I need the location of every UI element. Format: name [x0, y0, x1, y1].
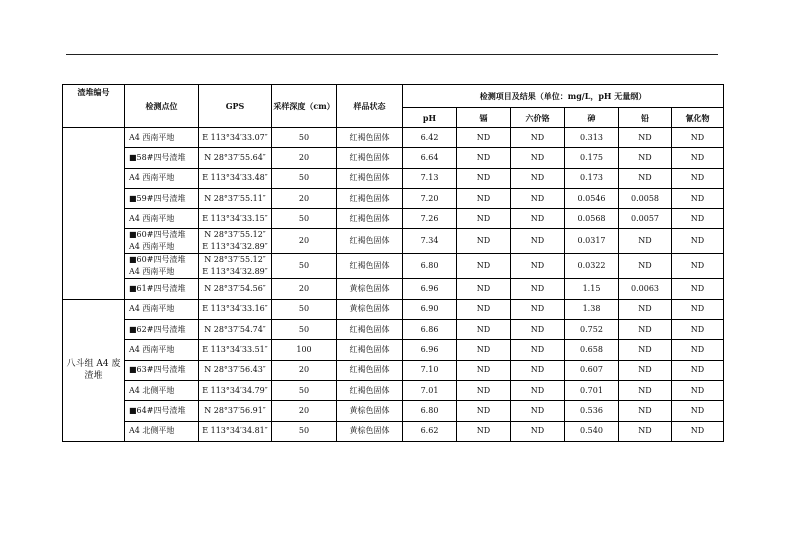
point-line: ■64#四号渣堆	[129, 405, 186, 415]
ph-value: 7.34	[403, 229, 457, 254]
point-line: A4 西南平地	[129, 304, 175, 314]
lead-value: ND	[619, 320, 672, 340]
cyanide-value: ND	[672, 128, 724, 148]
cadmium-value: ND	[457, 340, 511, 360]
gps-line: E 113°34′34.81″	[202, 426, 268, 436]
arsenic-value: 0.173	[565, 168, 619, 188]
ph-value: 6.96	[403, 279, 457, 299]
cyanide-value: ND	[672, 340, 724, 360]
table-row	[63, 229, 724, 254]
sample-state-cell: 红褐色固体	[337, 320, 403, 340]
gps-cell	[199, 209, 272, 229]
arsenic-value: 0.0546	[565, 188, 619, 208]
gps-line: E 113°34′32.89″	[202, 242, 268, 252]
depth-cell: 50	[272, 168, 337, 188]
point-line: A4 西南平地	[129, 345, 175, 355]
ph-value: 7.20	[403, 188, 457, 208]
cyanide-value: ND	[672, 209, 724, 229]
table-row	[63, 188, 724, 208]
point-cell	[125, 279, 199, 299]
point-line: ■62#四号渣堆	[129, 324, 186, 334]
lead-value: 0.0063	[619, 279, 672, 299]
depth-cell: 20	[272, 148, 337, 168]
cadmium-value: ND	[457, 360, 511, 380]
hexavalent-chromium-value: ND	[511, 380, 565, 400]
sample-state-cell: 黄棕色固体	[337, 299, 403, 319]
sample-state-cell: 黄棕色固体	[337, 421, 403, 441]
arsenic-value: 1.38	[565, 299, 619, 319]
sample-state-cell: 红褐色固体	[337, 128, 403, 148]
table-row	[63, 209, 724, 229]
gps-line: N 28°37′55.11″	[204, 193, 266, 203]
cadmium-value: ND	[457, 380, 511, 400]
sample-state-cell: 红褐色固体	[337, 229, 403, 254]
depth-cell: 20	[272, 279, 337, 299]
point-cell	[125, 320, 199, 340]
lead-value: ND	[619, 380, 672, 400]
gps-line: E 113°34′33.15″	[202, 213, 268, 223]
cyanide-value: ND	[672, 360, 724, 380]
hexavalent-chromium-value: ND	[511, 128, 565, 148]
hexavalent-chromium-value: ND	[511, 340, 565, 360]
ph-value: 6.62	[403, 421, 457, 441]
lead-value: ND	[619, 299, 672, 319]
group-label: 八斗组 A4 废渣堆	[63, 299, 125, 441]
depth-cell: 50	[272, 209, 337, 229]
lead-value: ND	[619, 229, 672, 254]
cadmium-value: ND	[457, 421, 511, 441]
hexavalent-chromium-value: ND	[511, 148, 565, 168]
header-cyanide: 氰化物	[672, 108, 724, 128]
cadmium-value: ND	[457, 299, 511, 319]
arsenic-value: 0.313	[565, 128, 619, 148]
header-sample-state: 样品状态	[337, 85, 403, 128]
cadmium-value: ND	[457, 229, 511, 254]
cyanide-value: ND	[672, 401, 724, 421]
gps-line: N 28°37′54.74″	[204, 324, 266, 334]
point-line: ■58#四号渣堆	[129, 152, 186, 162]
point-line: A4 北侧平地	[129, 426, 175, 436]
hexavalent-chromium-value: ND	[511, 188, 565, 208]
hexavalent-chromium-value: ND	[511, 229, 565, 254]
gps-line: E 113°34′34.79″	[202, 385, 268, 395]
point-line: ■61#四号渣堆	[129, 284, 186, 294]
gps-cell	[199, 188, 272, 208]
table-row	[63, 380, 724, 400]
point-cell	[125, 148, 199, 168]
gps-cell	[199, 380, 272, 400]
arsenic-value: 0.0568	[565, 209, 619, 229]
sample-state-cell: 红褐色固体	[337, 340, 403, 360]
depth-cell: 50	[272, 128, 337, 148]
gps-cell	[199, 360, 272, 380]
gps-line: N 28°37′56.43″	[204, 365, 266, 375]
arsenic-value: 0.540	[565, 421, 619, 441]
table-row	[63, 401, 724, 421]
group-spacer	[63, 128, 125, 300]
point-line: ■59#四号渣堆	[129, 193, 186, 203]
point-cell	[125, 299, 199, 319]
lead-value: ND	[619, 401, 672, 421]
ph-value: 6.64	[403, 148, 457, 168]
cyanide-value: ND	[672, 299, 724, 319]
point-cell	[125, 340, 199, 360]
cadmium-value: ND	[457, 188, 511, 208]
depth-cell: 20	[272, 401, 337, 421]
arsenic-value: 0.175	[565, 148, 619, 168]
sample-state-cell: 红褐色固体	[337, 188, 403, 208]
lead-value: ND	[619, 421, 672, 441]
gps-line: N 28°37′55.12″	[204, 255, 266, 265]
table-row	[63, 320, 724, 340]
hexavalent-chromium-value: ND	[511, 360, 565, 380]
point-line: A4 西南平地	[129, 267, 175, 277]
gps-line: N 28°37′54.56″	[204, 284, 266, 294]
lead-value: ND	[619, 128, 672, 148]
point-cell	[125, 128, 199, 148]
gps-cell	[199, 401, 272, 421]
gps-line: E 113°34′33.48″	[202, 173, 268, 183]
lead-value: ND	[619, 168, 672, 188]
gps-cell	[199, 299, 272, 319]
hexavalent-chromium-value: ND	[511, 421, 565, 441]
lead-value: ND	[619, 360, 672, 380]
sample-state-cell: 红褐色固体	[337, 380, 403, 400]
ph-value: 6.96	[403, 340, 457, 360]
ph-value: 7.10	[403, 360, 457, 380]
sample-state-cell: 红褐色固体	[337, 168, 403, 188]
arsenic-value: 0.607	[565, 360, 619, 380]
depth-cell: 20	[272, 229, 337, 254]
gps-cell	[199, 168, 272, 188]
cadmium-value: ND	[457, 254, 511, 279]
results-table	[62, 84, 724, 442]
arsenic-value: 0.536	[565, 401, 619, 421]
header-lead: 铅	[619, 108, 672, 128]
cyanide-value: ND	[672, 188, 724, 208]
sample-state-cell: 红褐色固体	[337, 360, 403, 380]
gps-line: E 113°34′33.51″	[202, 345, 268, 355]
point-cell	[125, 209, 199, 229]
gps-line: E 113°34′33.16″	[202, 304, 268, 314]
point-line: A4 西南平地	[129, 213, 175, 223]
gps-line: E 113°34′32.89″	[202, 267, 268, 277]
cyanide-value: ND	[672, 320, 724, 340]
point-cell	[125, 401, 199, 421]
cadmium-value: ND	[457, 401, 511, 421]
cyanide-value: ND	[672, 254, 724, 279]
table-row	[63, 360, 724, 380]
lead-value: ND	[619, 254, 672, 279]
ph-value: 6.86	[403, 320, 457, 340]
cadmium-value: ND	[457, 148, 511, 168]
point-line: A4 北侧平地	[129, 385, 175, 395]
depth-cell: 50	[272, 380, 337, 400]
arsenic-value: 0.0317	[565, 229, 619, 254]
header-arsenic: 砷	[565, 108, 619, 128]
hexavalent-chromium-value: ND	[511, 168, 565, 188]
arsenic-value: 1.15	[565, 279, 619, 299]
cyanide-value: ND	[672, 380, 724, 400]
arsenic-value: 0.0322	[565, 254, 619, 279]
table-row	[63, 340, 724, 360]
point-cell	[125, 168, 199, 188]
header-rule	[66, 54, 718, 55]
table-row	[63, 128, 724, 148]
table-row	[63, 421, 724, 441]
depth-cell: 50	[272, 254, 337, 279]
gps-cell	[199, 148, 272, 168]
point-cell	[125, 380, 199, 400]
hexavalent-chromium-value: ND	[511, 401, 565, 421]
cyanide-value: ND	[672, 421, 724, 441]
gps-line: E 113°34′33.07″	[202, 132, 268, 142]
table-row	[63, 279, 724, 299]
lead-value: ND	[619, 148, 672, 168]
depth-cell: 50	[272, 299, 337, 319]
point-cell	[125, 421, 199, 441]
point-cell	[125, 254, 199, 279]
gps-line: N 28°37′56.91″	[204, 405, 266, 415]
point-line: A4 西南平地	[129, 242, 175, 252]
ph-value: 7.26	[403, 209, 457, 229]
depth-cell: 50	[272, 320, 337, 340]
header-hexavalent-chromium: 六价铬	[511, 108, 565, 128]
arsenic-value: 0.701	[565, 380, 619, 400]
depth-cell: 50	[272, 421, 337, 441]
point-line: A4 西南平地	[129, 173, 175, 183]
header-depth: 采样深度（cm）	[272, 85, 337, 128]
hexavalent-chromium-value: ND	[511, 254, 565, 279]
header-results: 检测项目及结果（单位：mg/L，pH 无量纲）	[403, 85, 724, 108]
sample-state-cell: 红褐色固体	[337, 148, 403, 168]
sample-state-cell: 红褐色固体	[337, 209, 403, 229]
arsenic-value: 0.752	[565, 320, 619, 340]
cadmium-value: ND	[457, 128, 511, 148]
cyanide-value: ND	[672, 229, 724, 254]
header-point: 检测点位	[125, 85, 199, 128]
table-row	[63, 148, 724, 168]
gps-cell	[199, 279, 272, 299]
ph-value: 6.42	[403, 128, 457, 148]
gps-cell	[199, 421, 272, 441]
cadmium-value: ND	[457, 320, 511, 340]
lead-value: 0.0057	[619, 209, 672, 229]
point-cell	[125, 229, 199, 254]
ph-value: 6.80	[403, 254, 457, 279]
point-line: A4 西南平地	[129, 132, 175, 142]
table-row	[63, 254, 724, 279]
gps-cell	[199, 128, 272, 148]
gps-line: N 28°37′55.64″	[204, 152, 266, 162]
sample-state-cell: 红褐色固体	[337, 254, 403, 279]
ph-value: 6.80	[403, 401, 457, 421]
lead-value: ND	[619, 340, 672, 360]
sample-state-cell: 黄棕色固体	[337, 279, 403, 299]
point-line: ■63#四号渣堆	[129, 365, 186, 375]
ph-value: 7.01	[403, 380, 457, 400]
point-line: ■60#四号渣堆	[129, 230, 186, 240]
arsenic-value: 0.658	[565, 340, 619, 360]
hexavalent-chromium-value: ND	[511, 320, 565, 340]
hexavalent-chromium-value: ND	[511, 279, 565, 299]
depth-cell: 20	[272, 188, 337, 208]
table-row	[63, 168, 724, 188]
table-row	[63, 299, 724, 319]
point-line: ■60#四号渣堆	[129, 255, 186, 265]
hexavalent-chromium-value: ND	[511, 209, 565, 229]
cyanide-value: ND	[672, 148, 724, 168]
header-slag-id: 渣堆编号	[63, 85, 125, 128]
hexavalent-chromium-value: ND	[511, 299, 565, 319]
depth-cell: 100	[272, 340, 337, 360]
cadmium-value: ND	[457, 168, 511, 188]
depth-cell: 20	[272, 360, 337, 380]
lead-value: 0.0058	[619, 188, 672, 208]
ph-value: 6.90	[403, 299, 457, 319]
cyanide-value: ND	[672, 168, 724, 188]
gps-cell	[199, 320, 272, 340]
gps-cell	[199, 340, 272, 360]
header-cadmium: 镉	[457, 108, 511, 128]
header-gps: GPS	[199, 85, 272, 128]
cyanide-value: ND	[672, 279, 724, 299]
sample-state-cell: 黄棕色固体	[337, 401, 403, 421]
cadmium-value: ND	[457, 209, 511, 229]
gps-cell	[199, 229, 272, 254]
gps-cell	[199, 254, 272, 279]
header-ph: pH	[403, 108, 457, 128]
cadmium-value: ND	[457, 279, 511, 299]
point-cell	[125, 360, 199, 380]
point-cell	[125, 188, 199, 208]
ph-value: 7.13	[403, 168, 457, 188]
gps-line: N 28°37′55.12″	[204, 230, 266, 240]
